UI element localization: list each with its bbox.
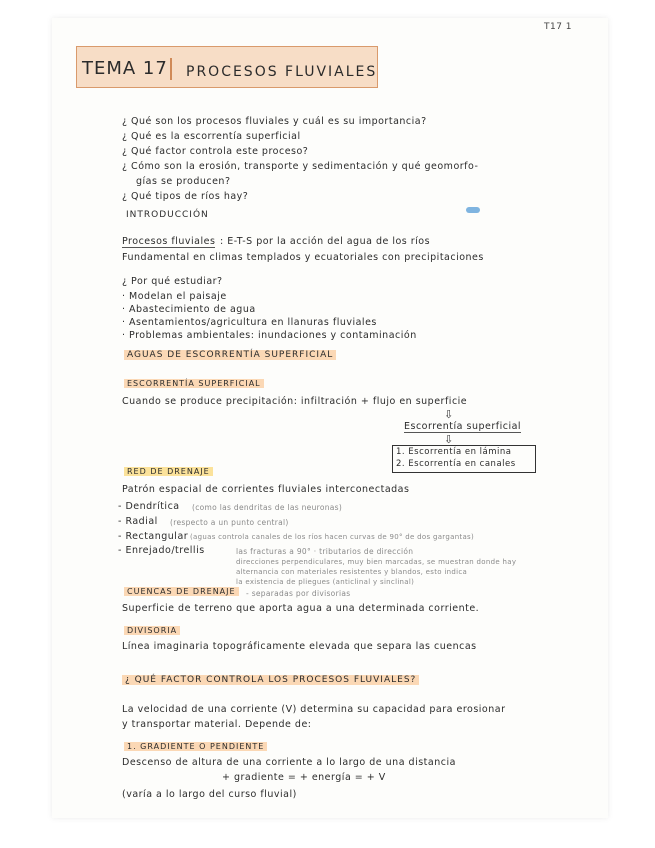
question-4b: gías se producen?	[136, 176, 231, 187]
question-4: ¿ Cómo son la erosión, transporte y sedimentación y qué geomorfo-	[122, 161, 479, 172]
factor-line-1: La velocidad de una corriente (V) determina su capacidad para erosionar	[122, 704, 506, 715]
question-1: ¿ Qué son los procesos fluviales y cuál es su importancia?	[122, 116, 427, 127]
red-note-line-1: direcciones perpendiculares, muy bien marcadas, se muestran donde hay	[236, 558, 517, 566]
red-drenaje-heading: RED DE DRENAJE	[124, 467, 213, 476]
factor-line-2: y transportar material. Depende de:	[122, 719, 312, 730]
cuencas-text: Superficie de terreno que aporta agua a una determinada corriente.	[122, 603, 480, 614]
box-item-2: 2. Escorrentía en canales	[396, 459, 516, 469]
red-item-4-note: las fracturas a 90° · tributarios de dirección	[236, 547, 414, 556]
aguas-heading: AGUAS DE ESCORRENTÍA SUPERFICIAL	[124, 350, 336, 360]
gradiente-line-2: + gradiente = + energía = + V	[222, 772, 386, 783]
box-item-1: 1. Escorrentía en lámina	[396, 447, 512, 457]
divisoria-heading: DIVISORIA	[124, 626, 180, 635]
intro-fundamental: Fundamental en climas templados y ecuatoriales con precipitaciones	[122, 252, 484, 263]
gradiente-line-1: Descenso de altura de una corriente a lo largo de una distancia	[122, 757, 456, 768]
escorrentia-line: Cuando se produce precipitación: infiltración + flujo en superficie	[122, 396, 468, 407]
red-item-3-note: (aguas controla canales de los ríos hacen curvas de 90° de dos gargantas)	[190, 533, 475, 541]
bullet-1: · Modelan el paisaje	[122, 291, 227, 302]
factor-heading: ¿ QUÉ FACTOR CONTROLA LOS PROCESOS FLUVIALES?	[122, 675, 419, 685]
red-item-4: - Enrejado/trellis	[118, 545, 205, 556]
red-drenaje-def: Patrón espacial de corrientes fluviales interconectadas	[122, 484, 410, 495]
cuencas-heading: CUENCAS DE DRENAJE	[124, 587, 239, 596]
question-3: ¿ Qué factor controla este proceso?	[122, 146, 309, 157]
escorrentia-subheading: ESCORRENTÍA SUPERFICIAL	[124, 379, 264, 388]
procesos-definition: : E-T-S por la acción del agua de los ríos	[220, 236, 431, 247]
gradiente-heading: 1. GRADIENTE O PENDIENTE	[124, 742, 267, 751]
procesos-label: Procesos fluviales	[122, 236, 216, 247]
red-note-line-2: alternancia con materiales resistentes y blandos, esto indica	[236, 568, 468, 576]
introduccion-heading: INTRODUCCIÓN	[126, 210, 209, 220]
arrow-down-icon: ⇩	[444, 433, 454, 446]
question-2: ¿ Qué es la escorrentía superficial	[122, 131, 301, 142]
bullet-2: · Abastecimiento de agua	[122, 304, 256, 315]
page-number: T17 1	[544, 22, 573, 32]
title-tema: TEMA 17	[82, 58, 168, 79]
question-5: ¿ Qué tipos de ríos hay?	[122, 191, 249, 202]
red-note-line-3: la existencia de pliegues (anticlinal y sinclinal)	[236, 578, 415, 586]
why-study: ¿ Por qué estudiar?	[122, 276, 223, 287]
cuencas-note: - separadas por divisorias	[246, 589, 351, 598]
highlighter-mark	[466, 207, 480, 213]
red-item-3: - Rectangular	[118, 531, 189, 542]
bullet-3: · Asentamientos/agricultura en llanuras fluviales	[122, 317, 377, 328]
arrow-down-icon: ⇩	[444, 408, 454, 421]
red-item-1: - Dendrítica	[118, 501, 180, 512]
divisoria-text: Línea imaginaria topográficamente elevada que separa las cuencas	[122, 641, 477, 652]
gradiente-line-3: (varía a lo largo del curso fluvial)	[122, 789, 297, 800]
red-item-2-note: (respecto a un punto central)	[170, 518, 289, 527]
title-main: PROCESOS FLUVIALES	[186, 64, 378, 80]
red-item-2: - Radial	[118, 516, 158, 527]
bullet-4: · Problemas ambientales: inundaciones y contaminación	[122, 330, 417, 341]
title-separator	[170, 58, 172, 80]
red-item-1-note: (como las dendritas de las neuronas)	[192, 503, 343, 512]
flow-escorrentia-superficial: Escorrentía superficial	[404, 421, 522, 432]
